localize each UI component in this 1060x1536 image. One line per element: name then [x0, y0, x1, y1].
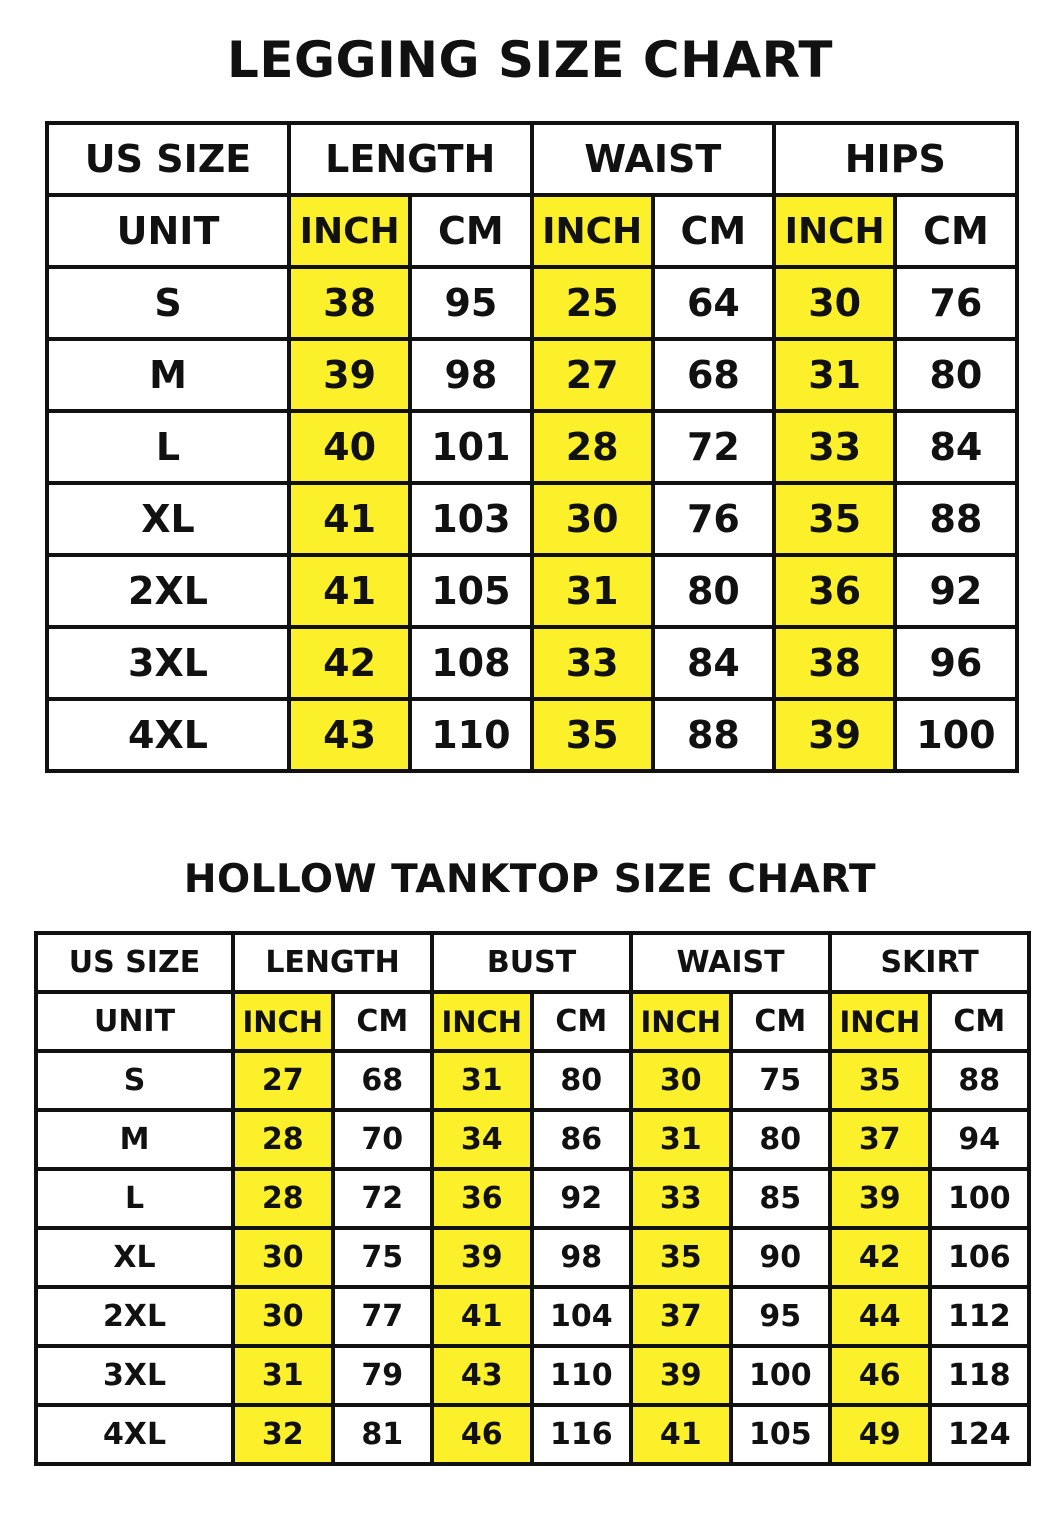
measure-group-header: SKIRT [830, 933, 1029, 992]
measure-group-header: HIPS [774, 123, 1017, 195]
unit-label: UNIT [47, 195, 289, 267]
us-size-header: US SIZE [36, 933, 233, 992]
measure-cell: 77 [333, 1287, 433, 1346]
measure-cell: 88 [930, 1051, 1030, 1110]
measure-cell: 37 [631, 1287, 731, 1346]
unit-header: INCH [432, 992, 532, 1051]
measure-cell: 95 [731, 1287, 831, 1346]
measure-cell: 72 [333, 1169, 433, 1228]
legging-size-table [45, 121, 1019, 773]
measure-cell: 42 [289, 627, 410, 699]
measure-cell: 28 [532, 411, 653, 483]
measure-cell: 39 [432, 1228, 532, 1287]
measure-cell: 33 [774, 411, 895, 483]
unit-header: INCH [631, 992, 731, 1051]
measure-cell: 39 [289, 339, 410, 411]
unit-header: INCH [830, 992, 930, 1051]
measure-cell: 39 [631, 1346, 731, 1405]
measure-cell: 110 [410, 699, 531, 771]
measure-cell: 106 [930, 1228, 1030, 1287]
measure-cell: 36 [432, 1169, 532, 1228]
measure-cell: 80 [653, 555, 774, 627]
measure-cell: 64 [653, 267, 774, 339]
measure-cell: 90 [731, 1228, 831, 1287]
measure-cell: 85 [731, 1169, 831, 1228]
measure-cell: 92 [895, 555, 1016, 627]
unit-row [47, 195, 1017, 267]
size-cell: M [47, 339, 289, 411]
table-row [47, 627, 1017, 699]
size-cell: M [36, 1110, 233, 1169]
size-cell: 4XL [47, 699, 289, 771]
measure-cell: 42 [830, 1228, 930, 1287]
measure-cell: 76 [895, 267, 1016, 339]
measure-cell: 100 [731, 1346, 831, 1405]
measure-cell: 76 [653, 483, 774, 555]
measure-cell: 110 [532, 1346, 632, 1405]
measure-cell: 84 [895, 411, 1016, 483]
measure-cell: 68 [333, 1051, 433, 1110]
measure-cell: 98 [410, 339, 531, 411]
measure-cell: 38 [774, 627, 895, 699]
measure-cell: 41 [432, 1287, 532, 1346]
table-row [36, 1228, 1029, 1287]
unit-header: CM [731, 992, 831, 1051]
unit-header: INCH [233, 992, 333, 1051]
measure-cell: 81 [333, 1405, 433, 1464]
table-row [36, 1110, 1029, 1169]
measure-cell: 41 [631, 1405, 731, 1464]
table-row [47, 267, 1017, 339]
unit-header: INCH [532, 195, 653, 267]
measure-cell: 27 [532, 339, 653, 411]
measure-cell: 84 [653, 627, 774, 699]
unit-row [36, 992, 1029, 1051]
unit-header: CM [333, 992, 433, 1051]
size-cell: XL [47, 483, 289, 555]
table-row [36, 1169, 1029, 1228]
measure-cell: 108 [410, 627, 531, 699]
measure-cell: 31 [774, 339, 895, 411]
measure-cell: 41 [289, 483, 410, 555]
measure-cell: 35 [532, 699, 653, 771]
measure-group-header: BUST [432, 933, 631, 992]
measure-cell: 86 [532, 1110, 632, 1169]
size-cell: 3XL [47, 627, 289, 699]
measure-cell: 80 [895, 339, 1016, 411]
measure-cell: 92 [532, 1169, 632, 1228]
unit-header: CM [532, 992, 632, 1051]
measure-cell: 31 [233, 1346, 333, 1405]
measure-cell: 31 [532, 555, 653, 627]
measure-cell: 30 [233, 1228, 333, 1287]
measure-cell: 72 [653, 411, 774, 483]
size-cell: 3XL [36, 1346, 233, 1405]
measure-cell: 68 [653, 339, 774, 411]
measure-cell: 38 [289, 267, 410, 339]
unit-header: CM [895, 195, 1016, 267]
table-row [36, 1287, 1029, 1346]
measure-cell: 31 [631, 1110, 731, 1169]
measure-cell: 46 [830, 1346, 930, 1405]
measure-cell: 35 [830, 1051, 930, 1110]
measure-cell: 33 [532, 627, 653, 699]
measure-cell: 80 [532, 1051, 632, 1110]
measure-cell: 124 [930, 1405, 1030, 1464]
measure-cell: 88 [895, 483, 1016, 555]
size-cell: XL [36, 1228, 233, 1287]
measure-cell: 25 [532, 267, 653, 339]
measure-cell: 35 [774, 483, 895, 555]
measure-cell: 98 [532, 1228, 632, 1287]
measure-cell: 43 [289, 699, 410, 771]
measure-cell: 43 [432, 1346, 532, 1405]
measure-cell: 103 [410, 483, 531, 555]
measure-cell: 94 [930, 1110, 1030, 1169]
measure-group-header: WAIST [532, 123, 775, 195]
size-cell: L [36, 1169, 233, 1228]
unit-header: CM [410, 195, 531, 267]
measure-cell: 34 [432, 1110, 532, 1169]
measure-cell: 39 [830, 1169, 930, 1228]
measure-cell: 30 [532, 483, 653, 555]
unit-header: INCH [289, 195, 410, 267]
measure-cell: 79 [333, 1346, 433, 1405]
table-row [47, 411, 1017, 483]
measure-cell: 41 [289, 555, 410, 627]
measure-cell: 100 [895, 699, 1016, 771]
measure-cell: 104 [532, 1287, 632, 1346]
unit-header: CM [930, 992, 1030, 1051]
measure-cell: 80 [731, 1110, 831, 1169]
table-row [47, 555, 1017, 627]
size-cell: S [47, 267, 289, 339]
tanktop-size-chart-title: HOLLOW TANKTOP SIZE CHART [183, 857, 877, 902]
size-cell: 2XL [47, 555, 289, 627]
measure-cell: 88 [653, 699, 774, 771]
measure-cell: 118 [930, 1346, 1030, 1405]
table-row [47, 699, 1017, 771]
measure-cell: 40 [289, 411, 410, 483]
table-row [36, 1051, 1029, 1110]
measure-cell: 36 [774, 555, 895, 627]
unit-header: INCH [774, 195, 895, 267]
measure-cell: 33 [631, 1169, 731, 1228]
measure-cell: 75 [731, 1051, 831, 1110]
legging-size-chart-title: LEGGING SIZE CHART [226, 31, 834, 89]
measure-cell: 105 [731, 1405, 831, 1464]
header-row [36, 933, 1029, 992]
measure-cell: 30 [631, 1051, 731, 1110]
measure-cell: 101 [410, 411, 531, 483]
table-row [47, 339, 1017, 411]
size-cell: 4XL [36, 1405, 233, 1464]
measure-cell: 100 [930, 1169, 1030, 1228]
measure-cell: 95 [410, 267, 531, 339]
measure-cell: 35 [631, 1228, 731, 1287]
size-cell: S [36, 1051, 233, 1110]
measure-cell: 116 [532, 1405, 632, 1464]
us-size-header: US SIZE [47, 123, 289, 195]
measure-group-header: LENGTH [289, 123, 532, 195]
measure-cell: 28 [233, 1110, 333, 1169]
measure-cell: 39 [774, 699, 895, 771]
measure-cell: 28 [233, 1169, 333, 1228]
measure-cell: 105 [410, 555, 531, 627]
measure-cell: 49 [830, 1405, 930, 1464]
measure-cell: 46 [432, 1405, 532, 1464]
measure-group-header: LENGTH [233, 933, 432, 992]
measure-cell: 37 [830, 1110, 930, 1169]
measure-group-header: WAIST [631, 933, 830, 992]
measure-cell: 44 [830, 1287, 930, 1346]
measure-cell: 31 [432, 1051, 532, 1110]
measure-cell: 30 [774, 267, 895, 339]
table-row [36, 1405, 1029, 1464]
tanktop-size-table [34, 931, 1031, 1466]
size-cell: L [47, 411, 289, 483]
unit-label: UNIT [36, 992, 233, 1051]
measure-cell: 27 [233, 1051, 333, 1110]
measure-cell: 30 [233, 1287, 333, 1346]
table-row [36, 1346, 1029, 1405]
measure-cell: 32 [233, 1405, 333, 1464]
size-cell: 2XL [36, 1287, 233, 1346]
measure-cell: 112 [930, 1287, 1030, 1346]
table-row [47, 483, 1017, 555]
header-row [47, 123, 1017, 195]
measure-cell: 96 [895, 627, 1016, 699]
measure-cell: 75 [333, 1228, 433, 1287]
measure-cell: 70 [333, 1110, 433, 1169]
unit-header: CM [653, 195, 774, 267]
